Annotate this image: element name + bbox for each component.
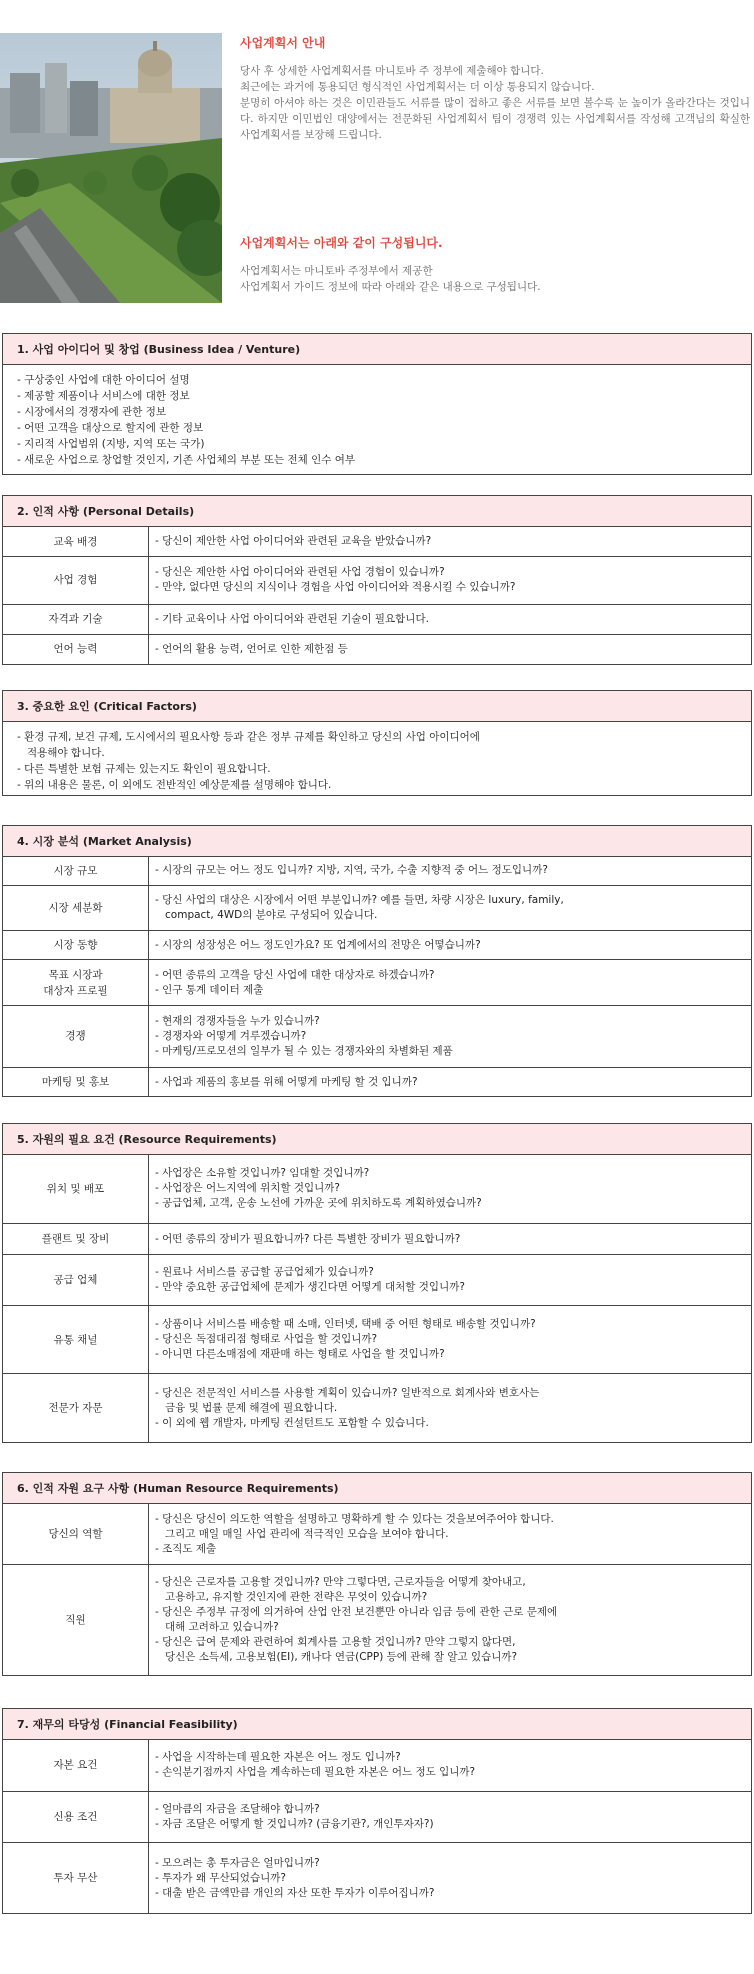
row-label-text: 투자 무산: [53, 1872, 98, 1885]
row-value-line: 금융 및 법률 문제 해결에 필요합니다.: [155, 1401, 338, 1414]
intro-text: 당사 후 상세한 사업계획서를 마니토바 주 정부에 제출해야 합니다.: [240, 65, 544, 77]
row-value: [149, 1565, 752, 1675]
row-value-line: 그리고 매일 매일 사업 관리에 적극적인 모습을 보여야 합니다.: [155, 1527, 449, 1540]
section-1: [2, 333, 752, 475]
table-row: [3, 1005, 751, 1067]
section-list: [3, 722, 751, 800]
section-table: [3, 1740, 751, 1913]
row-label: [3, 1155, 149, 1223]
row-label-text: 시장 규모: [53, 864, 98, 877]
row-value-line: - 사업과 제품의 홍보를 위해 어떻게 마케팅 할 것 입니까?: [155, 1075, 418, 1088]
row-value-line: - 어떤 종류의 장비가 필요합니까? 다른 특별한 장비가 필요합니까?: [155, 1232, 461, 1245]
section-table: [3, 527, 751, 664]
table-row: [3, 960, 751, 1006]
row-label: [3, 1791, 149, 1843]
row-value-line: - 당신이 제안한 사업 아이디어와 관련된 교육을 받았습니까?: [155, 535, 432, 548]
section-title: 5. 자원의 필요 요건 (Resource Requirements): [3, 1124, 751, 1155]
row-label-text: 플랜트 및 장비: [41, 1233, 110, 1245]
row-label: [3, 1504, 149, 1565]
section-6: [2, 1472, 752, 1676]
table-row: [3, 1791, 751, 1843]
city-photo: [0, 33, 222, 303]
row-value: [149, 885, 752, 931]
section-title: 6. 인적 자원 요구 사항 (Human Resource Requirements): [3, 1473, 751, 1504]
section-3: [2, 690, 752, 796]
row-value: [149, 1843, 752, 1913]
row-label-text: 마케팅 및 홍보: [41, 1076, 110, 1089]
list-item: - 다른 특별한 보험 규제는 있는지도 확인이 필요합니다.: [17, 763, 271, 775]
row-value: [149, 1155, 752, 1223]
section-7: [2, 1708, 752, 1914]
row-value-line: - 자금 조달은 어떻게 할 것입니까? (금융기관?, 개인투자자?): [155, 1818, 434, 1831]
row-label: [3, 1005, 149, 1067]
row-label-text: 자본 요건: [53, 1759, 98, 1772]
row-label-text: 직원: [65, 1614, 86, 1627]
intro-title: 사업계획서 안내: [240, 36, 326, 50]
row-value-line: - 마케팅/프로모션의 일부가 될 수 있는 경쟁자와의 차별화된 제품: [155, 1044, 453, 1057]
table-row: [3, 1565, 751, 1675]
row-value-line: - 현재의 경쟁자들을 누가 있습니까?: [155, 1014, 320, 1027]
row-label: [3, 1843, 149, 1913]
list-item: - 구상중인 사업에 대한 아이디어 설명: [17, 374, 190, 386]
intro-guide: [240, 34, 750, 143]
row-value: [149, 1305, 752, 1374]
table-row: [3, 1504, 751, 1565]
table-row: [3, 1374, 751, 1442]
table-row: [3, 1255, 751, 1305]
row-value: [149, 1255, 752, 1305]
row-value-line: - 이 외에 웹 개발자, 마케팅 컨설턴트도 포함할 수 있습니다.: [155, 1416, 429, 1429]
row-value: [149, 527, 752, 557]
row-label: [3, 1374, 149, 1442]
row-value: [149, 634, 752, 664]
row-value: [149, 1068, 752, 1096]
table-row: [3, 1843, 751, 1913]
composition-text: 사업계획서 가이드 정보에 따라 아래와 같은 내용으로 구성됩니다.: [240, 281, 541, 293]
section-title: 4. 시장 분석 (Market Analysis): [3, 826, 751, 857]
row-value: [149, 557, 752, 605]
row-value: [149, 1504, 752, 1565]
row-value: [149, 604, 752, 634]
list-item: 적용해야 합니다.: [17, 747, 105, 759]
row-label: [3, 931, 149, 960]
row-label-text: 교육 배경: [53, 535, 98, 548]
row-value-line: - 만약, 없다면 당신의 지식이나 경험을 사업 아이디어와 적용시킬 수 있습니까?: [155, 581, 516, 594]
table-row: [3, 857, 751, 885]
row-label-text: 사업 경험: [53, 574, 98, 587]
row-value: [149, 1223, 752, 1255]
table-row: [3, 1740, 751, 1791]
intro-area: [0, 0, 754, 300]
table-row: [3, 885, 751, 931]
row-label-text: 경쟁: [65, 1030, 86, 1043]
section-table: [3, 1504, 751, 1675]
section-title: 7. 재무의 타당성 (Financial Feasibility): [3, 1709, 751, 1740]
section-5: [2, 1123, 752, 1443]
row-value-line: - 당신은 급여 문제와 관련하여 회계사를 고용할 것입니까? 만약 그렇지 않다면,: [155, 1636, 516, 1649]
section-title: 2. 인적 사항 (Personal Details): [3, 496, 751, 527]
list-item: - 환경 규제, 보건 규제, 도시에서의 필요사항 등과 같은 정부 규제를 확인하고 당신의 사업 아이디어에: [17, 731, 480, 743]
row-value-line: - 공급업체, 고객, 운송 노선에 가까운 곳에 위치하도록 계획하였습니까?: [155, 1197, 482, 1210]
row-value: [149, 1791, 752, 1843]
row-value-line: - 당신은 독점대리점 형태로 사업을 할 것입니까?: [155, 1333, 378, 1346]
row-label-text: 시장 세분화: [48, 902, 103, 915]
row-value-line: - 인구 통계 데이터 제출: [155, 983, 264, 996]
intro-text: 분명히 아셔야 하는 것은 이민관들도 서류를 많이 접하고 좋은 서류를 보면 볼수록 눈 높이가 올라간다는 것입니다. 하지만 이민법인 대양에서는 전문화된 사업계획서 팀이 경쟁력 있는 사업계획서를 작성해 고객님의 확실한 사업계획서를 보장해 드립니다.: [240, 97, 750, 141]
row-value-line: - 시장의 규모는 어느 정도 입니까? 지방, 지역, 국가, 수출 지향적 중 어느 정도입니까?: [155, 864, 548, 877]
list-item: - 지리적 사업범위 (지방, 지역 또는 국가): [17, 438, 205, 450]
row-label-text: 언어 능력: [53, 643, 98, 656]
row-label: [3, 527, 149, 557]
section-4: [2, 825, 752, 1097]
composition-text: 사업계획서는 마니토바 주정부에서 제공한: [240, 265, 433, 277]
row-value-line: - 조직도 제출: [155, 1542, 217, 1555]
table-row: [3, 1068, 751, 1096]
row-value: [149, 1005, 752, 1067]
row-value-line: - 손익분기점까지 사업을 계속하는데 필요한 자본은 어느 정도 입니까?: [155, 1766, 476, 1779]
list-item: - 제공할 제품이나 서비스에 대한 정보: [17, 390, 190, 402]
row-label: [3, 1068, 149, 1096]
section-title: 1. 사업 아이디어 및 창업 (Business Idea / Venture): [3, 334, 751, 365]
list-item: - 새로운 사업으로 창업할 것인지, 기존 사업체의 부분 또는 전체 인수 여부: [17, 454, 355, 466]
list-item: - 위의 내용은 물론, 이 외에도 전반적인 예상문제를 설명해야 합니다.: [17, 779, 332, 791]
row-label: [3, 1740, 149, 1791]
row-value-line: - 경쟁자와 어떻게 겨루겠습니까?: [155, 1029, 307, 1042]
table-row: [3, 527, 751, 557]
row-label-text: 공급 업체: [53, 1274, 98, 1287]
section-2: [2, 495, 752, 665]
row-label: [3, 1565, 149, 1675]
table-row: [3, 1223, 751, 1255]
row-value-line: - 당신은 주정부 규정에 의거하여 산업 안전 보건뿐만 아니라 임금 등에 관한 근로 문제에: [155, 1606, 558, 1619]
row-value-line: - 투자가 왜 무산되었습니까?: [155, 1871, 286, 1884]
row-label: [3, 960, 149, 1006]
row-value-line: - 대출 받은 금액만큼 개인의 자산 또한 투자가 이루어집니까?: [155, 1886, 435, 1899]
row-value-line: - 만약 중요한 공급업체에 문제가 생긴다면 어떻게 대처할 것입니까?: [155, 1281, 465, 1294]
composition-title: 사업계획서는 아래와 같이 구성됩니다.: [240, 236, 443, 250]
row-value-line: - 아니면 다른소매점에 재판매 하는 형태로 사업을 할 것입니까?: [155, 1348, 445, 1361]
row-value-line: - 언어의 활용 능력, 언어로 인한 제한점 등: [155, 642, 348, 655]
row-label-text: 위치 및 배포: [46, 1182, 105, 1195]
row-value-line: - 당신 사업의 대상은 시장에서 어떤 부분입니까? 예를 들면, 차량 시장은 luxury, family,: [155, 894, 564, 907]
section-list: [3, 365, 751, 475]
row-label: [3, 634, 149, 664]
row-label: [3, 604, 149, 634]
row-value: [149, 1374, 752, 1442]
row-label-text: 시장 동향: [53, 939, 98, 952]
table-row: [3, 557, 751, 605]
row-value-line: - 당신은 당신이 의도한 역할을 설명하고 명확하게 할 수 있다는 것을보여주어야 합니다.: [155, 1512, 554, 1525]
row-value: [149, 857, 752, 885]
row-value-line: - 당신은 전문적인 서비스를 사용할 계획이 있습니까? 일반적으로 회계사와 변호사는: [155, 1386, 540, 1399]
row-label-text: 자격과 기술: [48, 613, 103, 626]
row-label: [3, 1223, 149, 1255]
row-value: [149, 931, 752, 960]
intro-composition: [240, 234, 750, 295]
row-label-text: 유통 채널: [53, 1333, 98, 1346]
row-value-line: - 모으려는 총 투자금은 얼마입니까?: [155, 1856, 320, 1869]
section-title: 3. 중요한 요인 (Critical Factors): [3, 691, 751, 722]
section-table: [3, 857, 751, 1096]
row-label-text: 목표 시장과: [48, 968, 103, 981]
row-value-line: - 원료나 서비스를 공급할 공급업체가 있습니까?: [155, 1266, 374, 1279]
row-value-line: - 당신은 근로자를 고용할 것입니까? 만약 그렇다면, 근로자들을 어떻게 찾아내고,: [155, 1576, 526, 1589]
row-value-line: - 사업을 시작하는데 필요한 자본은 어느 정도 입니까?: [155, 1751, 401, 1764]
row-label-text: 당신의 역할: [48, 1528, 103, 1541]
row-value-line: - 얼마큼의 자금을 조달해야 합니까?: [155, 1803, 320, 1816]
table-row: [3, 931, 751, 960]
row-label-text: 전문가 자문: [48, 1402, 103, 1415]
row-value-line: - 시장의 성장성은 어느 정도인가요? 또 업계에서의 전망은 어떻습니까?: [155, 938, 481, 951]
table-row: [3, 634, 751, 664]
row-value-line: - 사업장은 어느지역에 위치할 것입니까?: [155, 1182, 340, 1195]
row-value: [149, 960, 752, 1006]
table-row: [3, 1155, 751, 1223]
row-label: [3, 857, 149, 885]
row-label: [3, 557, 149, 605]
row-value: [149, 1740, 752, 1791]
row-label: [3, 1255, 149, 1305]
row-value-line: - 어떤 종류의 고객을 당신 사업에 대한 대상자로 하겠습니까?: [155, 968, 435, 981]
section-table: [3, 1155, 751, 1442]
row-value-line: 고용하고, 유지할 것인지에 관한 전략은 무엇이 있습니까?: [155, 1591, 428, 1604]
row-label-text: 신용 조건: [53, 1811, 98, 1824]
row-value-line: - 사업장은 소유할 것입니까? 임대할 것입니까?: [155, 1167, 370, 1180]
row-label: [3, 1305, 149, 1374]
list-item: - 어떤 고객을 대상으로 할지에 관한 정보: [17, 422, 204, 434]
row-value-line: - 기타 교육이나 사업 아이디어와 관련된 기술이 필요합니다.: [155, 612, 429, 625]
table-row: [3, 604, 751, 634]
row-value-line: - 상품이나 서비스를 배송할 때 소매, 인터넷, 택배 중 어떤 형태로 배송할 것입니까?: [155, 1318, 536, 1331]
row-value-line: 대해 고려하고 있습니까?: [155, 1621, 279, 1634]
list-item: - 시장에서의 경쟁자에 관한 정보: [17, 406, 166, 418]
row-label-text: 대상자 프로필: [43, 984, 108, 997]
row-value-line: 당신은 소득세, 고용보험(EI), 캐나다 연금(CPP) 등에 관해 잘 알고 있습니까?: [155, 1651, 518, 1664]
row-value-line: - 당신은 제안한 사업 아이디어와 관련된 사업 경험이 있습니까?: [155, 566, 445, 579]
intro-text: 최근에는 과거에 통용되던 형식적인 사업계획서는 더 이상 통용되지 않습니다.: [240, 81, 595, 93]
row-value-line: compact, 4WD의 분야로 구성되어 있습니다.: [155, 909, 378, 922]
row-label: [3, 885, 149, 931]
table-row: [3, 1305, 751, 1374]
